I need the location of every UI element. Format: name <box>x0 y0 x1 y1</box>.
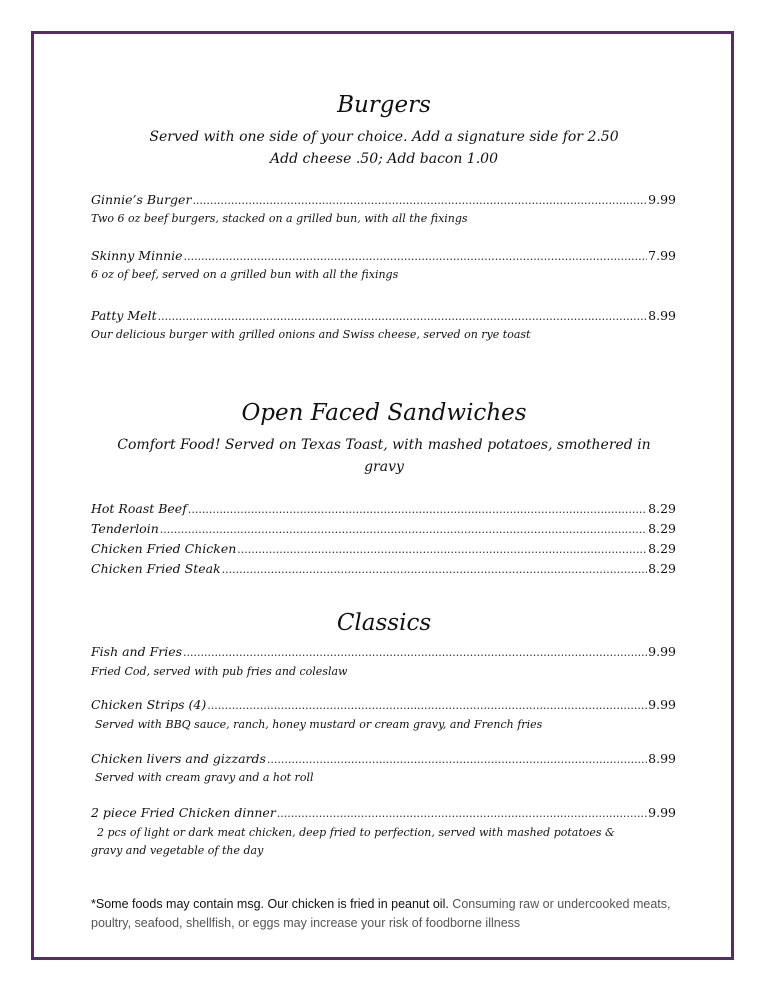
footnote <box>91 895 671 933</box>
item-price: 8.29 <box>648 541 676 556</box>
item-name: Ginnie’s Burger <box>91 192 192 207</box>
item-price: 8.29 <box>648 521 676 536</box>
item-price: 7.99 <box>648 248 676 263</box>
menu-item <box>91 541 676 556</box>
open-faced-subtitle-2: gravy <box>364 459 404 475</box>
menu-item <box>91 805 676 820</box>
leader-dots <box>237 541 647 556</box>
item-name: Hot Roast Beef <box>91 501 187 516</box>
leader-dots <box>183 644 647 659</box>
item-price: 8.99 <box>648 308 676 323</box>
item-description: 6 oz of beef, served on a grilled bun with all the fixings <box>91 268 399 281</box>
item-name: Patty Melt <box>91 308 157 323</box>
item-name: Chicken Fried Steak <box>91 561 221 576</box>
leader-dots <box>207 697 647 712</box>
menu-item <box>91 561 676 576</box>
item-name: Chicken livers and gizzards <box>91 751 266 766</box>
burgers-title: Burgers <box>337 92 431 118</box>
leader-dots <box>222 561 648 576</box>
item-price: 9.99 <box>648 644 676 659</box>
item-name: Skinny Minnie <box>91 248 183 263</box>
leader-dots <box>158 308 648 323</box>
menu-item <box>91 501 676 516</box>
menu-item <box>91 521 676 536</box>
item-description: Our delicious burger with grilled onions and Swiss cheese, served on rye toast <box>91 328 531 341</box>
leader-dots <box>160 521 647 536</box>
leader-dots <box>184 248 648 263</box>
open-faced-subtitle-1: Comfort Food! Served on Texas Toast, with mashed potatoes, smothered in <box>117 437 651 453</box>
footnote-msg: *Some foods may contain msg. Our chicken is fried in peanut oil. <box>91 897 449 911</box>
item-price: 9.99 <box>648 697 676 712</box>
item-price: 8.99 <box>648 751 676 766</box>
item-name: Chicken Fried Chicken <box>91 541 237 556</box>
item-name: Chicken Strips (4) <box>91 697 207 712</box>
item-description: Two 6 oz beef burgers, stacked on a grilled bun, with all the fixings <box>91 212 468 225</box>
item-description: Served with cream gravy and a hot roll <box>95 771 314 784</box>
menu-item <box>91 308 676 323</box>
item-description: 2 pcs of light or dark meat chicken, deep fried to perfection, served with mashed potatoes & <box>97 826 615 839</box>
menu-item <box>91 697 676 712</box>
menu-item <box>91 192 676 207</box>
leader-dots <box>188 501 647 516</box>
leader-dots <box>192 192 647 207</box>
burgers-subtitle-1: Served with one side of your choice. Add a signature side for 2.50 <box>149 129 619 145</box>
burgers-subtitle-2: Add cheese .50; Add bacon 1.00 <box>270 151 498 167</box>
item-price: 8.29 <box>648 501 676 516</box>
item-name: 2 piece Fried Chicken dinner <box>91 805 276 820</box>
classics-title: Classics <box>336 610 432 636</box>
footnote-warning: Consuming raw or undercooked meats, poultry, seafood, shellfish, or eggs may increase your risk of foodborne illness <box>91 897 671 930</box>
item-price: 9.99 <box>648 805 676 820</box>
item-price: 9.99 <box>648 192 676 207</box>
item-description: Served with BBQ sauce, ranch, honey mustard or cream gravy, and French fries <box>95 718 543 731</box>
item-name: Fish and Fries <box>91 644 183 659</box>
open-faced-title: Open Faced Sandwiches <box>241 400 527 426</box>
menu-item <box>91 644 676 659</box>
item-name: Tenderloin <box>91 521 159 536</box>
menu-item <box>91 751 676 766</box>
item-description: Fried Cod, served with pub fries and coleslaw <box>91 665 348 678</box>
leader-dots <box>267 751 647 766</box>
item-price: 8.29 <box>648 561 676 576</box>
item-description: gravy and vegetable of the day <box>91 844 264 857</box>
leader-dots <box>277 805 647 820</box>
menu-item <box>91 248 676 263</box>
